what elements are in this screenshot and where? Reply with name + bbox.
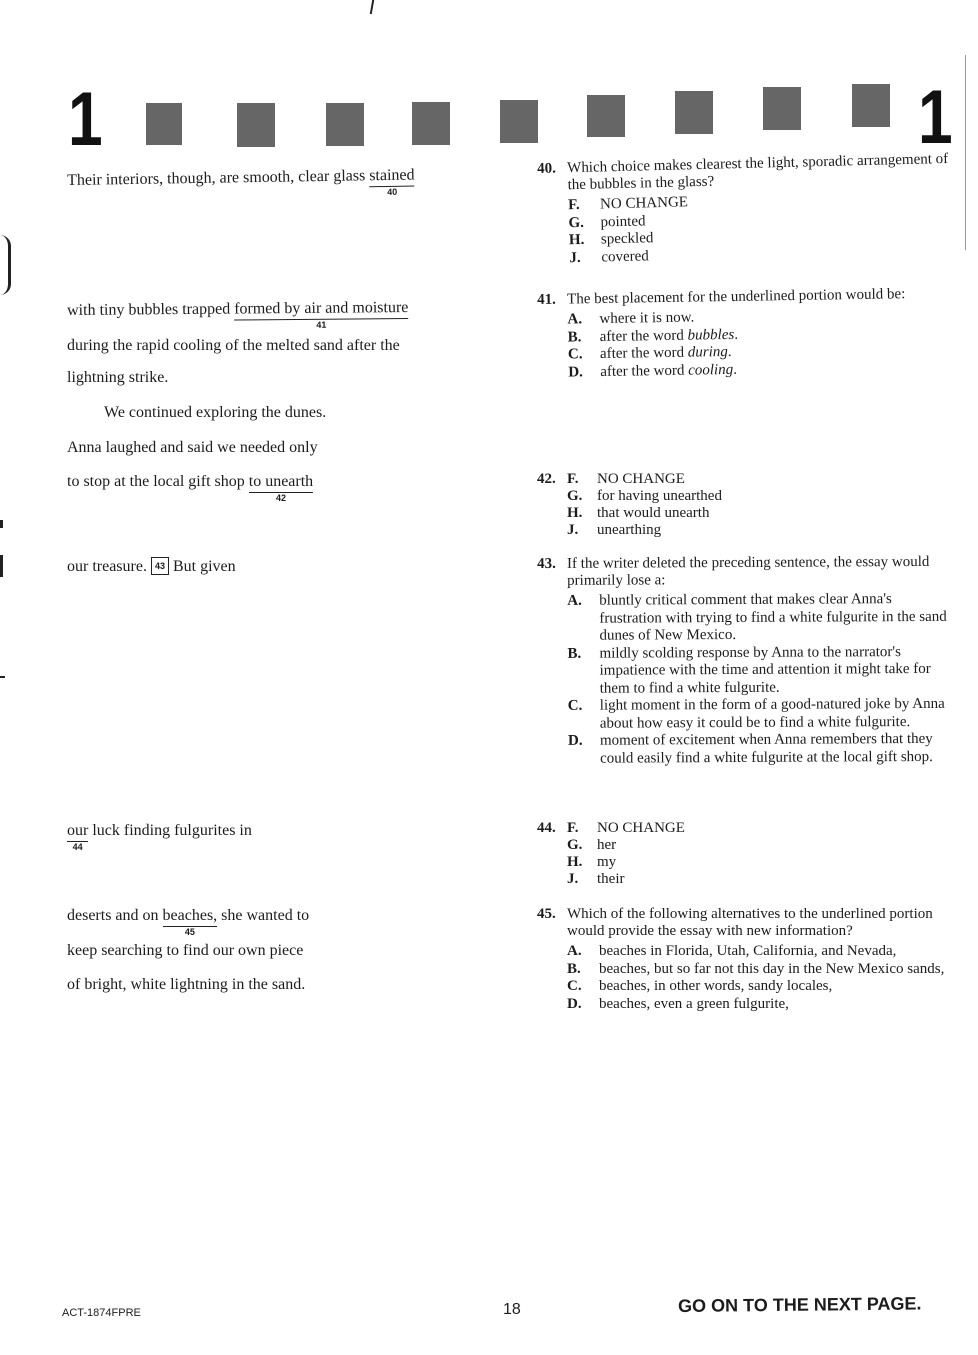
underlined-portion-42: to unearth 42: [248, 473, 314, 503]
question-41: [537, 285, 956, 382]
answer-option-h[interactable]: H. my: [567, 854, 617, 870]
underlined-portion-40: stained 40: [369, 166, 415, 197]
header-block: [763, 87, 801, 130]
answer-option-f[interactable]: F. NO CHANGE: [567, 194, 689, 214]
passage-line: of bright, white lightning in the sand.: [67, 976, 306, 993]
answer-option-g[interactable]: G. for having unearthed: [567, 488, 722, 504]
next-page-notice: GO ON TO THE NEXT PAGE.: [678, 1293, 922, 1316]
answer-option-a[interactable]: A. where it is now.: [567, 309, 695, 328]
answer-option-j[interactable]: J. covered: [569, 247, 650, 266]
question-number: 43.: [537, 555, 556, 572]
answer-option-g[interactable]: G. her: [567, 837, 617, 853]
question-stem: Which choice makes clearest the light, sporadic arrangement of the bubbles in the glass?: [566, 150, 949, 194]
scan-mark: [0, 235, 11, 295]
header-block: [146, 103, 182, 145]
underlined-portion-44: our 44: [67, 822, 89, 852]
answer-option-a[interactable]: A. bluntly critical comment that makes clear Anna's frustration with trying to find a white fulgurite in the sand dunes of New Mexico.: [567, 591, 947, 644]
question-40: [537, 151, 957, 268]
header-block: [237, 103, 275, 147]
question-stem: If the writer deleted the preceding sentence, the essay would primarily lose a:: [566, 553, 930, 589]
answer-option-c[interactable]: C. light moment in the form of a good-natured joke by Anna about how easy it could be to find a white fulgurite.: [567, 695, 945, 732]
answer-option-f[interactable]: 42. F. NO CHANGE: [537, 471, 685, 487]
passage-line: our 44 luck finding fulgurites in: [67, 822, 252, 852]
passage-line: Their interiors, though, are smooth, clear glass stained 40: [67, 166, 415, 197]
header-block: [675, 91, 713, 134]
scan-mark: [0, 520, 3, 528]
answer-option-h[interactable]: H. speckled: [568, 230, 654, 249]
question-44: [537, 820, 955, 888]
answer-option-j[interactable]: J. their: [567, 871, 625, 887]
answer-option-b[interactable]: B. beaches, but so far not this day in the New Mexico sands,: [567, 960, 945, 977]
underlined-portion-45: beaches, 45: [162, 907, 218, 937]
scan-mark: [370, 0, 374, 14]
header-block: [326, 103, 364, 146]
passage-line: deserts and on beaches, 45 she wanted to: [67, 907, 310, 937]
passage-line: to stop at the local gift shop to unearth 42: [67, 473, 314, 503]
question-45: [537, 906, 955, 1013]
scan-mark: [0, 555, 3, 577]
question-42: [537, 471, 955, 539]
header-block: [587, 95, 625, 137]
question-stem: The best placement for the underlined portion would be:: [566, 286, 906, 308]
section-number-left: 1: [68, 77, 103, 162]
header-block: [500, 100, 538, 143]
answer-option-g[interactable]: G. pointed: [568, 212, 646, 231]
answer-option-f[interactable]: 44. F. NO CHANGE: [537, 820, 685, 836]
question-number: 40.: [537, 160, 557, 177]
question-number: 41.: [537, 291, 556, 308]
question-number: 42.: [537, 471, 556, 487]
question-43: [537, 554, 956, 768]
header-block: [412, 102, 450, 145]
passage-line: keep searching to find our own piece: [67, 942, 304, 959]
question-number: 45.: [537, 906, 556, 922]
question-box-43: 43: [151, 557, 169, 575]
answer-option-b[interactable]: B. after the word bubbles.: [567, 326, 739, 346]
passage-line: We continued exploring the dunes.: [104, 404, 327, 421]
passage-line: during the rapid cooling of the melted sand after the: [67, 337, 400, 354]
answer-option-c[interactable]: C. beaches, in other words, sandy locales,: [567, 978, 833, 994]
answer-option-b[interactable]: B. mildly scolding response by Anna to the narrator's impatience with the time and attention it might take for them to find a white fulgurite.: [567, 643, 931, 697]
answer-option-h[interactable]: H. that would unearth: [567, 505, 710, 521]
answer-option-d[interactable]: D. beaches, even a green fulgurite,: [567, 995, 789, 1012]
question-number: 44.: [537, 820, 556, 836]
question-stem: Which of the following alternatives to the underlined portion would provide the essay with new information?: [567, 906, 933, 939]
header-block: [852, 84, 890, 127]
answer-option-d[interactable]: D. after the word cooling.: [568, 361, 738, 381]
section-number-right: 1: [918, 75, 953, 160]
scan-mark: [0, 676, 5, 678]
passage-line: with tiny bubbles trapped formed by air and moisture 41: [67, 299, 409, 330]
scan-mark: [965, 55, 966, 250]
passage-line: our treasure. 43 But given: [67, 558, 236, 575]
form-code: ACT-1874FPRE: [62, 1307, 141, 1319]
page-number: 18: [503, 1301, 521, 1318]
passage-line: Anna laughed and said we needed only: [67, 439, 318, 456]
answer-option-a[interactable]: A. beaches in Florida, Utah, California, and Nevada,: [567, 943, 897, 959]
underlined-portion-41: formed by air and moisture 41: [234, 299, 409, 330]
answer-option-c[interactable]: C. after the word during.: [567, 343, 732, 363]
passage-line: lightning strike.: [67, 369, 169, 386]
answer-option-j[interactable]: J. unearthing: [567, 522, 662, 538]
answer-option-d[interactable]: D. moment of excitement when Anna remembers that they could easily find a white fulgurite at the local gift shop.: [567, 730, 933, 767]
